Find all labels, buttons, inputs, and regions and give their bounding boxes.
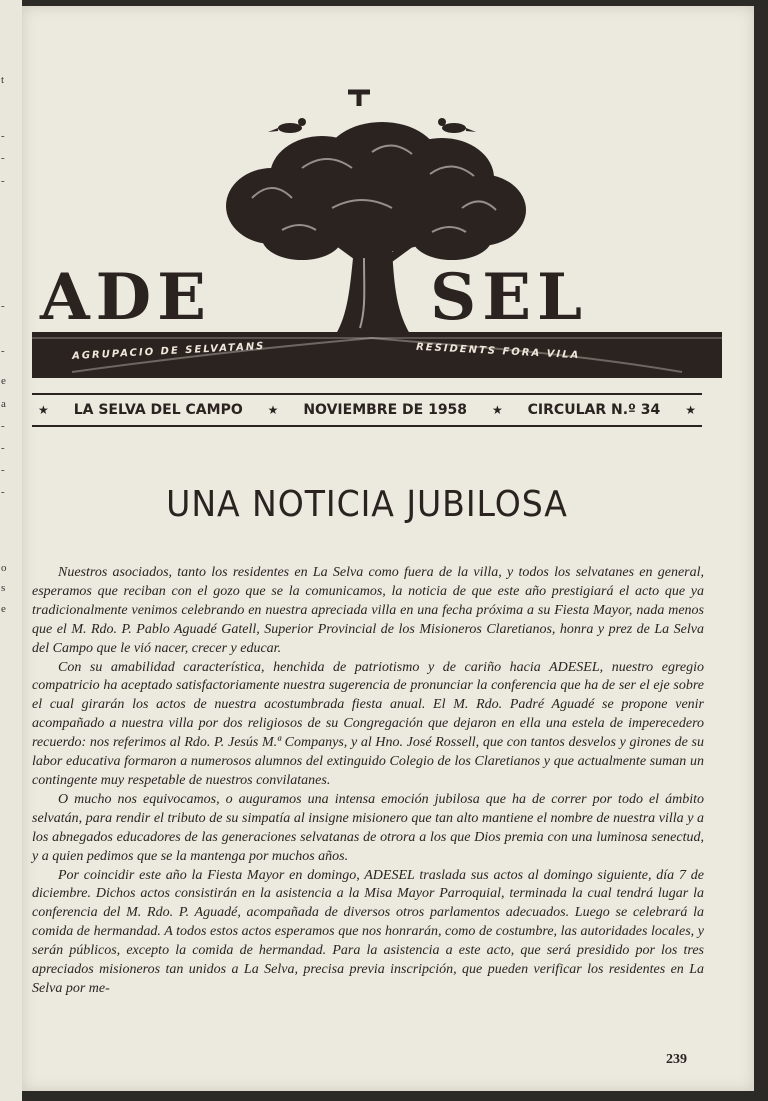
band-text-left: AGRUPACIO DE SELVATANS bbox=[71, 340, 266, 363]
margin-char: - bbox=[1, 152, 5, 164]
star-icon: ★ bbox=[685, 403, 696, 417]
star-icon: ★ bbox=[267, 403, 279, 417]
issue-info-bar bbox=[32, 393, 702, 427]
paragraph: O mucho nos equivocamos, o auguramos una intensa emoción jubilosa que ha de correr por todo el ámbito selvatán, para rendir el tributo de su simpatía al insigne misionero que tan alto mantiene el nombre de nuestra villa y a los abnegados educadores de las generaciones selvatanas de otrora a los que Dios premia con una luminosa senectud, y a quien pedimos que se la mantenga por muchos años. bbox=[32, 791, 704, 864]
margin-char: t bbox=[1, 74, 5, 86]
adjacent-page-strip bbox=[0, 0, 22, 1101]
margin-char: - bbox=[1, 300, 5, 312]
margin-char: e bbox=[1, 603, 6, 615]
masthead-letters-left: ADE bbox=[40, 260, 212, 335]
issue-date: NOVIEMBRE DE 1958 bbox=[303, 402, 468, 418]
paragraph: Por coincidir este año la Fiesta Mayor en domingo, ADESEL traslada sus actos al domingo siguiente, día 7 de diciembre. Dichos actos consistirán en la asistencia a la Misa Mayor Parroquial, terminada la cual tendrá lugar la conferencia del M. Rdo. P. Aguadé, acompañada de diversos otros parlamentos adecuados. Luego se celebrará la comida de hermandad. A todos estos actos esperamos que nos honrarán, como de costumbre, las autoridades locales, y serán públicos, excepto la comida de hermandad. Para la asistencia a este acto, que será presidido por los tres apreciados misioneros tan unidos a La Selva, precisa previa inscripción, que pueden verificar los residentes en La Selva por me- bbox=[32, 867, 704, 996]
paragraph: Nuestros asociados, tanto los residentes en La Selva como fuera de la villa, y todos los selvatanes en general, esperamos que reciban con el gozo que se la comunicamos, la noticia de que este año prestigiará el acto que ya tradicionalmente venimos celebrando en nuestra apreciada villa en una fecha próxima a su Fiesta Mayor, nada menos que el M. Rdo. P. Pablo Aguadé Gatell, Superior Provincial de los Misioneros Claretianos, honra y prez de La Selva del Campo que le vió nacer, crecer y educar. bbox=[32, 565, 704, 656]
margin-char: - bbox=[1, 420, 5, 432]
margin-char: - bbox=[1, 130, 5, 142]
star-icon: ★ bbox=[38, 403, 49, 417]
adesel-masthead bbox=[32, 88, 722, 388]
issue-place: LA SELVA DEL CAMPO bbox=[73, 402, 243, 418]
margin-char: o bbox=[1, 562, 7, 574]
star-icon: ★ bbox=[491, 403, 503, 417]
margin-char: - bbox=[1, 345, 5, 357]
margin-char: - bbox=[1, 442, 5, 454]
margin-char: - bbox=[1, 464, 5, 476]
tree-logo-icon bbox=[32, 88, 722, 388]
magazine-page bbox=[22, 6, 754, 1091]
margin-char: - bbox=[1, 175, 5, 187]
margin-char: e bbox=[1, 375, 6, 387]
article-body bbox=[32, 564, 704, 999]
margin-char: - bbox=[1, 486, 5, 498]
masthead-letters-right: SEL bbox=[430, 260, 588, 335]
margin-char: a bbox=[1, 398, 6, 410]
band-text-right: RESIDENTS FORA VILA bbox=[415, 341, 581, 362]
margin-char: s bbox=[1, 582, 6, 594]
paragraph: Con su amabilidad característica, henchida de patriotismo y de cariño hacia ADESEL, nuestro egregio compatricio ha aceptado satisfactoriamente nuestra sugerencia de pronunciar la conferencia que ha de ser el eje sobre el cual girarán los actos de nuestra acostumbrada fiesta anual. El M. Rdo. Padré Aguadé se propone venir acompañado a nuestra villa por dos religiosos de su Congregación que dejaron en ella una estela de imperecedero recuerdo: nos referimos al Rdo. P. Jesús M.ª Companys, y al Hno. José Rossell, que con tantos desvelos y girones de su labor educativa formaron a numerosos alumnos del extinguido Colegio de los Claretianos y que actualmente suman un contingente muy respetable de nuestros convilatanes. bbox=[32, 659, 704, 788]
article-title: UNA NOTICIA JUBILOSA bbox=[166, 484, 568, 525]
issue-circular: CIRCULAR N.º 34 bbox=[527, 402, 661, 418]
page-number: 239 bbox=[666, 1052, 687, 1067]
